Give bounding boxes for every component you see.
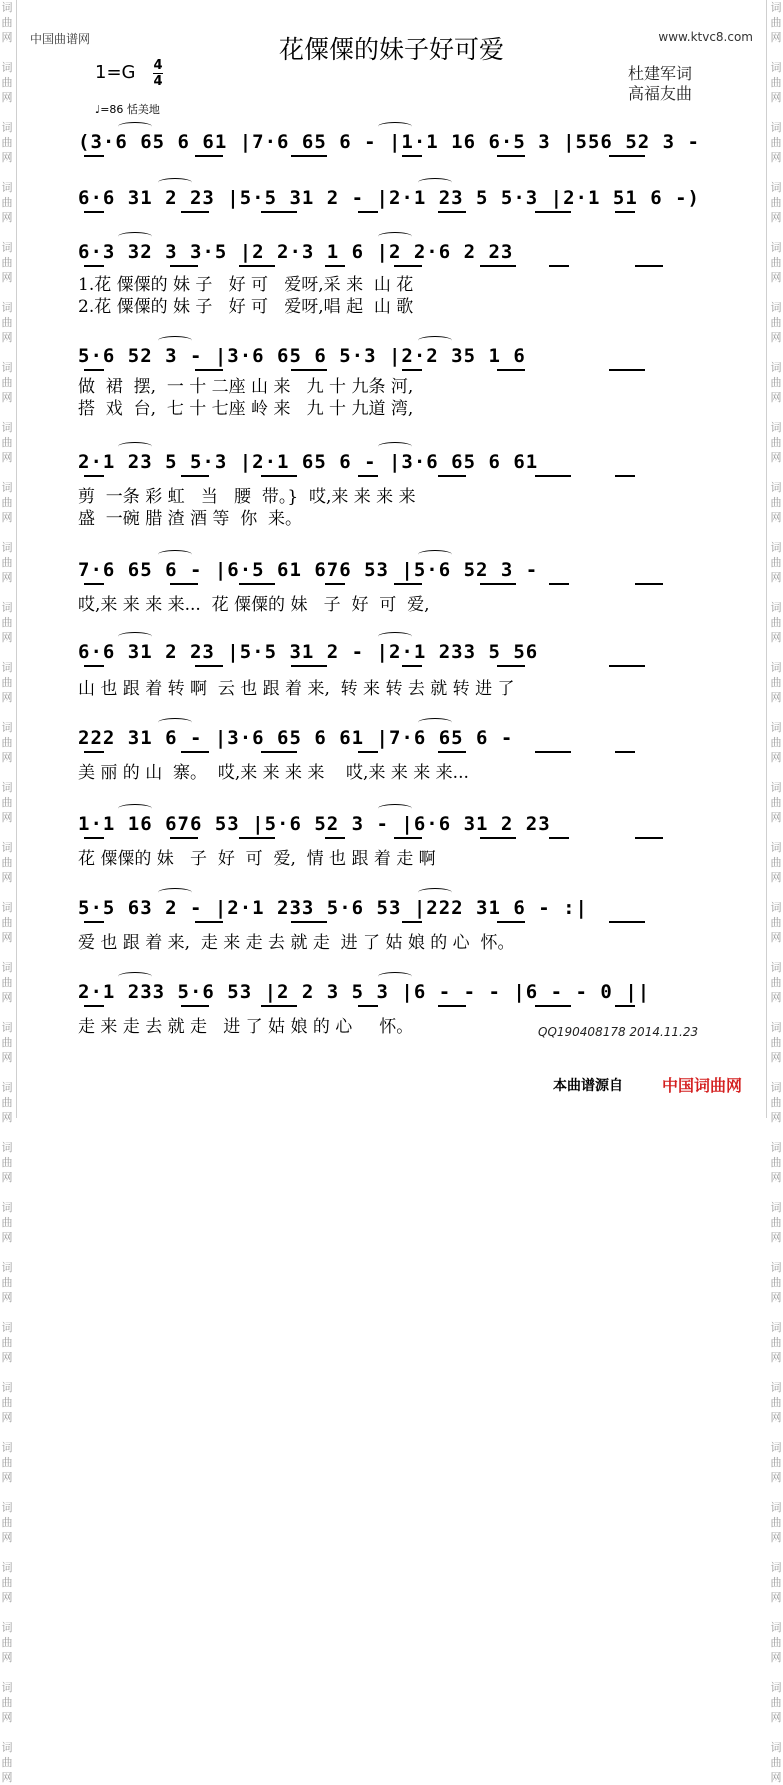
beam-underline <box>394 837 422 839</box>
slur-mark <box>118 442 152 451</box>
beam-underline <box>549 265 569 267</box>
beam-underline <box>170 265 198 267</box>
slur-mark <box>158 718 192 727</box>
slur-mark <box>118 632 152 641</box>
system-9 <box>78 810 720 869</box>
beam-underline <box>480 837 516 839</box>
notation-line: 1·1 16 676 53 |5·6 52 3 - |6·6 31 2 23 <box>78 813 551 835</box>
beam-underline <box>402 921 422 923</box>
beam-underline <box>497 369 525 371</box>
lyric-line: 2.花 僳僳的 妹 子 好 可 爱呀,唱 起 山 歌 <box>78 297 414 317</box>
notation-line: 222 31 6 - |3·6 65 6 61 |7·6 65 6 - <box>78 727 514 749</box>
beam-underline <box>261 211 297 213</box>
beam-underline <box>549 583 569 585</box>
slur-mark <box>378 632 412 641</box>
beam-underline <box>394 583 422 585</box>
beam-underline <box>84 265 104 267</box>
qq-signature: QQ190408178 2014.11.23 <box>538 1025 699 1039</box>
beam-underline <box>438 1005 466 1007</box>
beam-underline <box>609 921 645 923</box>
lyric-line: 美 丽 的 山 寨。 哎,来 来 来 来 哎,来 来 来 来... <box>78 763 469 783</box>
time-signature <box>153 59 163 88</box>
beam-underline <box>84 751 104 753</box>
beam-underline <box>615 211 635 213</box>
lyric-line: 做 裙 摆, 一 十 二座 山 来 九 十 九条 河, <box>78 377 414 397</box>
beam-underline <box>239 837 275 839</box>
beam-underline <box>84 665 104 667</box>
left-rule <box>16 0 17 1118</box>
beam-underline <box>635 265 663 267</box>
notation-line: 2·1 23 5 5·3 |2·1 65 6 - |3·6 65 6 61 <box>78 451 539 473</box>
slur-mark <box>378 972 412 981</box>
beam-underline <box>170 583 198 585</box>
beam-underline <box>84 837 104 839</box>
beam-underline <box>480 265 516 267</box>
system-7 <box>78 638 720 699</box>
lyric-line: 剪 一条 彩 虹 当 腰 带。} 哎,来 来 来 来 <box>78 487 416 507</box>
beam-underline <box>291 921 327 923</box>
beam-underline <box>438 211 466 213</box>
lyric-line: 盛 一碗 腊 渣 酒 等 你 来。 <box>78 509 303 529</box>
system-8 <box>78 724 720 783</box>
beam-underline <box>402 369 422 371</box>
key-signature: 1=G <box>95 62 136 83</box>
notation-line: 6·6 31 2 23 |5·5 31 2 - |2·1 23 5 5·3 |2·1 51 6 -) <box>78 187 700 209</box>
beam-underline <box>609 665 645 667</box>
beam-underline <box>195 921 223 923</box>
notation-line: 5·6 52 3 - |3·6 65 6 5·3 |2·2 35 1 6 <box>78 345 526 367</box>
beam-underline <box>635 837 663 839</box>
beam-underline <box>438 751 466 753</box>
slur-mark <box>418 888 452 897</box>
beam-underline <box>535 211 571 213</box>
beam-underline <box>195 665 223 667</box>
notation-line: 6·3 32 3 3·5 |2 2·3 1 6 |2 2·6 2 23 <box>78 241 514 263</box>
lyric-line: 搭 戏 台, 七 十 七座 岭 来 九 十 九道 湾, <box>78 399 414 419</box>
slur-mark <box>118 972 152 981</box>
system-5 <box>78 448 720 529</box>
beam-underline <box>181 211 209 213</box>
slur-mark <box>418 718 452 727</box>
beam-underline <box>181 475 209 477</box>
slur-mark <box>418 178 452 187</box>
song-title: 花僳僳的妹子好可爱 <box>278 35 504 64</box>
beam-underline <box>635 583 663 585</box>
beam-underline <box>615 1005 635 1007</box>
beam-underline <box>84 1005 104 1007</box>
beam-underline <box>239 583 275 585</box>
lyric-line: 1.花 僳僳的 妹 子 好 可 爱呀,采 来 山 花 <box>78 275 414 295</box>
lyric-line: 走 来 走 去 就 走 进 了 姑 娘 的 心 怀。 <box>78 1017 414 1037</box>
slur-mark <box>378 122 412 131</box>
slur-mark <box>118 804 152 813</box>
beam-underline <box>497 921 525 923</box>
slur-mark <box>378 442 412 451</box>
lyricist: 杜建军词 <box>628 64 693 83</box>
right-rule <box>766 0 767 1118</box>
slur-mark <box>158 888 192 897</box>
notation-line: 6·6 31 2 23 |5·5 31 2 - |2·1 233 5 56 <box>78 641 539 663</box>
time-top: 4 <box>153 58 163 73</box>
slur-mark <box>158 336 192 345</box>
slur-mark <box>378 232 412 241</box>
beam-underline <box>181 1005 209 1007</box>
beam-underline <box>84 155 104 157</box>
slur-mark <box>158 178 192 187</box>
system-3 <box>78 238 720 317</box>
lyric-line: 哎,来 来 来 来... 花 僳僳的 妹 子 好 可 爱, <box>78 595 430 615</box>
beam-underline <box>497 155 525 157</box>
beam-underline <box>358 751 378 753</box>
beam-underline <box>394 265 422 267</box>
beam-underline <box>170 837 198 839</box>
lyric-line: 花 僳僳的 妹 子 好 可 爱, 情 也 跟 着 走 啊 <box>78 849 436 869</box>
beam-underline <box>261 751 297 753</box>
beam-underline <box>358 1005 378 1007</box>
time-bottom: 4 <box>153 74 163 89</box>
slur-mark <box>418 336 452 345</box>
brand-name: 中国词曲网 <box>662 1076 743 1095</box>
system-4 <box>78 342 720 419</box>
slur-mark <box>418 550 452 559</box>
beam-underline <box>195 155 223 157</box>
beam-underline <box>358 211 378 213</box>
beam-underline <box>291 665 327 667</box>
notation-line: (3·6 65 6 61 |7·6 65 6 - |1·1 16 6·5 3 |556 52 3 - <box>78 131 700 153</box>
beam-underline <box>402 155 422 157</box>
side-watermark-left: 词 曲 网 词 曲 网 词 曲 网 词 曲 网 词 曲 网 词 曲 网 词 曲 网 词 曲 网 词 曲 网 词 曲 网 词 曲 网 词 曲 网 词 曲 网 词 曲 网 词 曲 网 词 曲 网 词 曲 网 词 曲 网 词 曲 网 词 曲 网 词 曲 网 词 曲 网 词 曲 网 词 曲 网 词 曲 网 词 曲 网 词 曲 网 词 曲 网 词 曲 网 词 曲 网 <box>1 1 13 1784</box>
lyric-line: 山 也 跟 着 转 啊 云 也 跟 着 来, 转 来 转 去 就 转 进 了 <box>78 679 515 699</box>
beam-underline <box>261 1005 297 1007</box>
beam-underline <box>195 369 223 371</box>
source-label: 本曲谱源自 <box>553 1078 623 1094</box>
beam-underline <box>609 155 645 157</box>
beam-underline <box>261 475 297 477</box>
beam-underline <box>535 1005 571 1007</box>
composer: 高福友曲 <box>628 84 693 103</box>
beam-underline <box>84 583 104 585</box>
side-watermark-right: 词 曲 网 词 曲 网 词 曲 网 词 曲 网 词 曲 网 词 曲 网 词 曲 网 词 曲 网 词 曲 网 词 曲 网 词 曲 网 词 曲 网 词 曲 网 词 曲 网 词 曲 网 词 曲 网 词 曲 网 词 曲 网 词 曲 网 词 曲 网 词 曲 网 词 曲 网 词 曲 网 词 曲 网 词 曲 网 词 曲 网 词 曲 网 词 曲 网 词 曲 网 词 曲 网 <box>770 1 782 1784</box>
beam-underline <box>291 155 327 157</box>
beam-underline <box>181 751 209 753</box>
system-2 <box>78 184 720 224</box>
beam-underline <box>84 211 104 213</box>
notation-line: 2·1 233 5·6 53 |2 2 3 5 3 |6 - - - |6 - - 0 || <box>78 981 651 1003</box>
beam-underline <box>615 751 635 753</box>
credits <box>628 64 692 104</box>
beam-underline <box>535 751 571 753</box>
beam-underline <box>438 475 466 477</box>
beam-underline <box>609 369 645 371</box>
slur-mark <box>158 550 192 559</box>
beam-underline <box>84 475 104 477</box>
notation-line: 7·6 65 6 - |6·5 61 676 53 |5·6 52 3 - <box>78 559 539 581</box>
system-1 <box>78 128 720 168</box>
slur-mark <box>378 804 412 813</box>
beam-underline <box>84 921 104 923</box>
system-10 <box>78 894 720 953</box>
beam-underline <box>480 583 516 585</box>
beam-underline <box>549 837 569 839</box>
beam-underline <box>325 265 345 267</box>
beam-underline <box>615 475 635 477</box>
beam-underline <box>325 583 345 585</box>
notation-line: 5·5 63 2 - |2·1 233 5·6 53 |222 31 6 - :| <box>78 897 588 919</box>
tempo-marking: ♩=86 恬美地 <box>95 103 160 116</box>
beam-underline <box>84 369 104 371</box>
beam-underline <box>291 369 327 371</box>
beam-underline <box>535 475 571 477</box>
watermark-url: www.ktvc8.com <box>658 30 753 44</box>
watermark-site: 中国曲谱网 <box>30 32 91 46</box>
slur-mark <box>118 232 152 241</box>
slur-mark <box>118 122 152 131</box>
lyric-line: 爱 也 跟 着 来, 走 来 走 去 就 走 进 了 姑 娘 的 心 怀。 <box>78 933 515 953</box>
system-6 <box>78 556 720 615</box>
beam-underline <box>497 665 525 667</box>
beam-underline <box>239 265 275 267</box>
beam-underline <box>402 665 422 667</box>
beam-underline <box>358 475 378 477</box>
beam-underline <box>325 837 345 839</box>
